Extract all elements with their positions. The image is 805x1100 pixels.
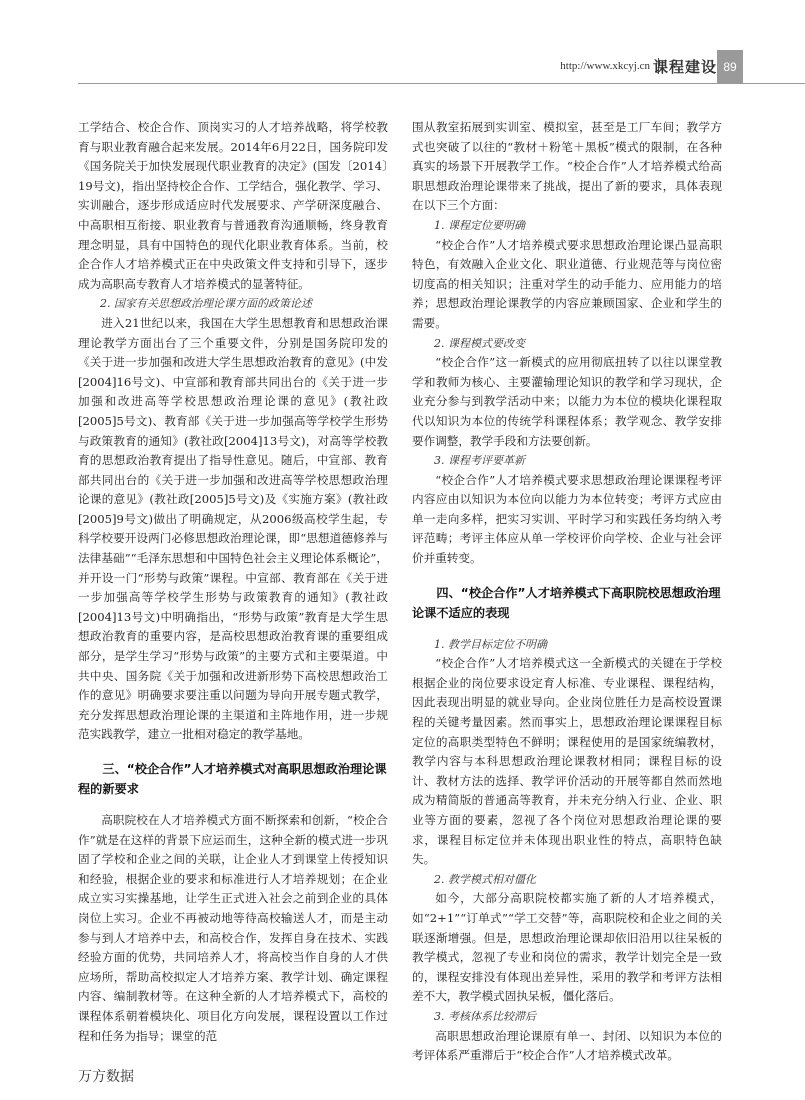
header-rule xyxy=(78,83,805,84)
paragraph: 高职思想政治理论课原有单一、封闭、以知识为本位的考评体系严重滞后于“校企合作”人才培养模式改革。 xyxy=(412,1028,722,1063)
paragraph: “校企合作”人才培养模式要求思想政治理论课凸显高职特色，有效融入企业文化、职业道德、行业规范等与岗位密切度高的相关知识；注重对学生的动手能力、应用能力的培养；思想政治理论课教学的内容应兼顾国家、企业和学生的需要。 xyxy=(412,237,722,330)
watermark: 万方数据 xyxy=(78,1069,134,1085)
paragraph: “校企合作”这一新模式的应用彻底扭转了以往以课堂教学和教师为核心、主要灌输理论知识的教学和学习现状，企业充分参与到教学活动中来；以能力为本位的模块化课程取代以知识为本位的传统学科课程体系；教学观念、教学安排要作调整，教学手段和方法要创新。 xyxy=(412,355,722,448)
page-number: 89 xyxy=(717,50,743,83)
subsection-heading: 1. 教学目标定位不明确 xyxy=(434,637,547,651)
paragraph: 工学结合、校企合作、顶岗实习的人才培养战略，将学校教育与职业教育融合起来发展。2014年6月22日，国务院印发《国务院关于加快发展现代职业教育的决定》(国发〔2014〕19号文)，指出坚持校企合作、工学结合，强化教学、学习、实训融合，逐步形成适应时代发展要求、产学研深度融合、中高职相互衔接、职业教育与普通教育沟通顺畅，终身教育理念明显，具有中国特色的现代化职业教育体系。当前，校企合作人才培养模式正在中央政策文件支持和引导下，逐步成为高职高专教育人才培养模式的显著特征。 xyxy=(78,120,388,291)
paragraph: 高职院校在人才培养模式方面不断探索和创新，“校企合作”就是在这样的背景下应运而生，这种全新的模式进一步巩固了学校和企业之间的关联，让企业人才到课堂上传授知识和经验，根据企业的要求和标准进行人才培养规划；在企业成立实习实操基地，让学生正式进入社会之前到企业的具体岗位上实习。企业不再被动地等待高校输送人才，而是主动参与到人才培养中去，和高校合作，发挥自身在技术、实践经验方面的优势，共同培养人才，将高校当作自身的人才供应场所，帮助高校拟定人才培养方案、教学计划、确定课程内容、编制教材等。在这种全新的人才培养模式下，高校的课程体系朝着模块化、项目化方向发展，课程设置以工作过程和任务为指导；课堂的范 xyxy=(78,813,388,1043)
subsection-heading: 3. 课程考评要革新 xyxy=(434,454,525,468)
subsection-heading: 2. 课程模式要改变 xyxy=(434,336,525,350)
section-heading: 四、“校企合作”人才培养模式下高职院校思想政治理论课不适应的表现 xyxy=(412,585,721,620)
paragraph: 如今，大部分高职院校都实施了新的人才培养模式，如“2+1”“订单式”“学工交替”等，高职院校和企业之间的关联逐渐增强。但是，思想政治理论课却依旧沿用以往呆板的教学模式，忽视了专业和岗位的需求，教学计划完全是一致的，课程安排没有体现出差异性，采用的教学和考评方法相差不大，教学模式固执呆板，僵化落后。 xyxy=(412,891,722,1004)
paragraph: “校企合作”人才培养模式这一全新模式的关键在于学校根据企业的岗位要求设定育人标准、专业课程、课程结构，因此表现出明显的就业导向。企业岗位胜任力是高校设置课程的关键考量因素。然而事实上，思想政治理论课课程目标定位的高职类型特色不鲜明；课程使用的是国家统编教材，教学内容与本科思想政治理论课教材相同；课程目标的设计、教材方法的选择、教学评价活动的开展等都自然而然地成为精简版的普通高等教育，并未充分纳入行业、企业、职业等方面的要素，忽视了各个岗位对思想政治理论课的要求，课程目标定位并未体现出职业性的特点，高职特色缺失。 xyxy=(412,656,722,867)
left-column xyxy=(78,118,388,1046)
section-title: 课程建设 xyxy=(652,58,717,76)
journal-url[interactable]: http://www.xkcyj.cn xyxy=(560,60,650,72)
subsection-heading: 2. 国家有关思想政治理论课方面的政策论述 xyxy=(100,297,312,311)
subsection-heading: 2. 教学模式相对僵化 xyxy=(434,872,536,886)
right-column xyxy=(412,118,722,1066)
page-header xyxy=(0,50,805,84)
subsection-heading: 3. 考核体系比较滞后 xyxy=(434,1009,536,1023)
paragraph: “校企合作”人才培养模式要求思想政治理论课课程考评内容应由以知识为本位向以能力为本位转变；考评方式应由单一走向多样，把实习实训、平时学习和实践任务均纳入考评范畴；考评主体应从单一学校评价向学校、企业与社会评价并重转变。 xyxy=(412,472,722,566)
paragraph: 围从教室拓展到实训室、模拟室，甚至是工厂车间；教学方式也突破了以往的“教材＋粉笔＋黑板”模式的限制，在各种真实的场景下开展教学工作。“校企合作”人才培养模式给高职思想政治理论课带来了挑战，提出了新的要求，具体表现在以下三个方面： xyxy=(412,120,722,213)
subsection-heading: 1. 课程定位要明确 xyxy=(434,218,525,232)
paragraph: 进入21世纪以来，我国在大学生思想教育和思想政治课理论教学方面出台了三个重要文件，分别是国务院印发的《关于进一步加强和改进大学生思想政治教育的意见》(中发[2004]16号文)、中宣部和教育部共同出台的《关于进一步加强和改进高等学校思想政治理论课的意见》(教社政[2005]5号文)、教育部《关于进一步加强高等学校学生形势与政策教育的通知》(教社政[2004]13号文)，对高等学校教育的思想政治教育提出了指导性意见。随后，中宣部、教育部共同出台的《关于进一步加强和改进高等学校思想政治理论课的意见》(教社政[2005]5号文)及《实施方案》(教社政[2005]9号文)做出了明确规定，从2006级高校学生起，专科学校要开设两门必修思想政治理论课，即“思想道德修养与法律基础”“毛泽东思想和中国特色社会主义理论体系概论”，并开设一门“形势与政策”课程。中宣部、教育部在《关于进一步加强高等学校学生形势与政策教育的通知》(教社政[2004]13号文)中明确指出，“形势与政策”教育是大学生思想政治教育的重要内容，是高校思想政治教育课的重要组成部分，是学生学习“形势与政策”的主要方式和主要渠道。中共中央、国务院《关于加强和改进新形势下高校思想政治工作的意见》明确要求要注重以问题为导向开展专题式教学，充分发挥思想政治理论课的主渠道和主阵地作用，进一步规范实践教学，建立一批相对稳定的教学基地。 xyxy=(78,315,388,742)
section-heading: 三、“校企合作”人才培养模式对高职思想政治理论课程的新要求 xyxy=(78,762,387,796)
